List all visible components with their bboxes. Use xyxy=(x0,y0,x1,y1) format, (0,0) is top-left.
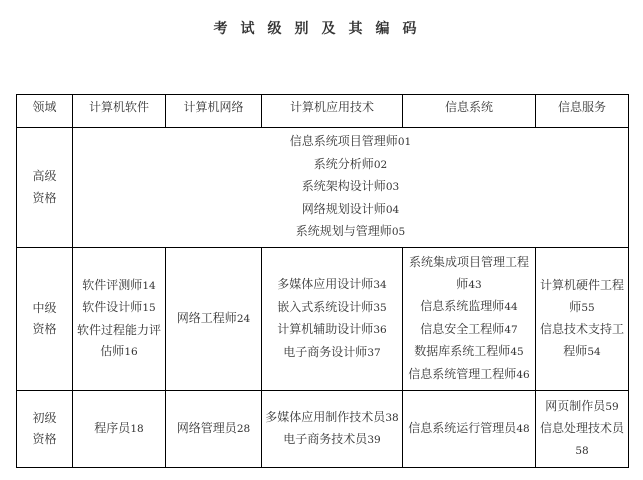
exam-item: 网络工程师24 xyxy=(176,310,251,325)
page-title: 考试级别及其编码 xyxy=(213,21,430,37)
exam-item: 多媒体应用制作技术员38 xyxy=(265,409,399,424)
exam-item: 系统集成项目管理工程师43 xyxy=(408,255,529,291)
header-infosys: 信息系统 xyxy=(403,95,536,128)
header-network: 计算机网络 xyxy=(166,95,262,128)
exam-item: 信息系统监理师44 xyxy=(420,299,518,313)
exam-item: 软件过程能力评估师16 xyxy=(76,322,161,358)
exam-item: 嵌入式系统设计师35 xyxy=(277,299,387,314)
exam-item: 系统规划与管理师05 xyxy=(295,224,406,239)
table-row-intermediate xyxy=(17,248,629,391)
exam-item: 信息技术支持工程师54 xyxy=(539,322,624,358)
level-label: 高级 xyxy=(32,169,57,183)
exam-item: 计算机辅助设计师36 xyxy=(277,322,387,336)
exam-item: 信息安全工程师47 xyxy=(420,321,518,336)
exam-item: 计算机硬件工程师55 xyxy=(539,278,624,314)
level-cell xyxy=(17,248,73,391)
level-label: 初级 xyxy=(32,410,57,425)
level-label: 资格 xyxy=(32,322,57,336)
header-software: 计算机软件 xyxy=(73,95,166,128)
exam-item: 系统架构设计师03 xyxy=(301,179,400,194)
cell-infosys xyxy=(403,391,536,468)
cell-application xyxy=(262,391,403,468)
exam-item: 软件评测师14 xyxy=(82,277,156,292)
level-label: 资格 xyxy=(32,432,57,446)
exam-item: 网络管理员28 xyxy=(176,420,251,435)
exam-level-table xyxy=(16,94,629,468)
exam-item: 信息系统运行管理员48 xyxy=(408,420,530,435)
exam-item: 信息系统管理工程师46 xyxy=(408,366,530,381)
header-domain: 领域 xyxy=(17,95,73,128)
exam-item: 信息处理技术员58 xyxy=(539,421,624,457)
header-infoservice: 信息服务 xyxy=(536,95,629,128)
header-row xyxy=(17,95,629,128)
cell-infoservice xyxy=(536,248,629,391)
cell-infosys xyxy=(403,248,536,391)
level-label: 中级 xyxy=(32,300,57,315)
exam-item: 电子商务技术员39 xyxy=(283,432,381,446)
cell-network xyxy=(166,248,262,391)
table-row-junior xyxy=(17,391,629,468)
exam-item: 网页制作员59 xyxy=(545,398,619,413)
cell-application xyxy=(262,248,403,391)
exam-item: 电子商务设计师37 xyxy=(283,344,381,359)
header-application: 计算机应用技术 xyxy=(262,95,403,128)
level-cell xyxy=(17,391,73,468)
exam-item: 系统分析师02 xyxy=(313,156,388,171)
exam-item: 程序员18 xyxy=(94,420,144,435)
senior-merged-cell xyxy=(73,128,629,248)
table-row-senior xyxy=(17,128,629,248)
exam-item: 网络规划设计师04 xyxy=(301,201,400,216)
cell-software xyxy=(73,391,166,468)
cell-software xyxy=(73,248,166,391)
cell-infoservice xyxy=(536,391,629,468)
level-cell xyxy=(17,128,73,248)
exam-item: 信息系统项目管理师01 xyxy=(289,134,412,149)
level-label: 资格 xyxy=(32,190,57,205)
exam-item: 软件设计师15 xyxy=(82,300,156,314)
exam-item: 多媒体应用设计师34 xyxy=(277,277,387,291)
cell-network xyxy=(166,391,262,468)
exam-item: 数据库系统工程师45 xyxy=(414,344,524,358)
